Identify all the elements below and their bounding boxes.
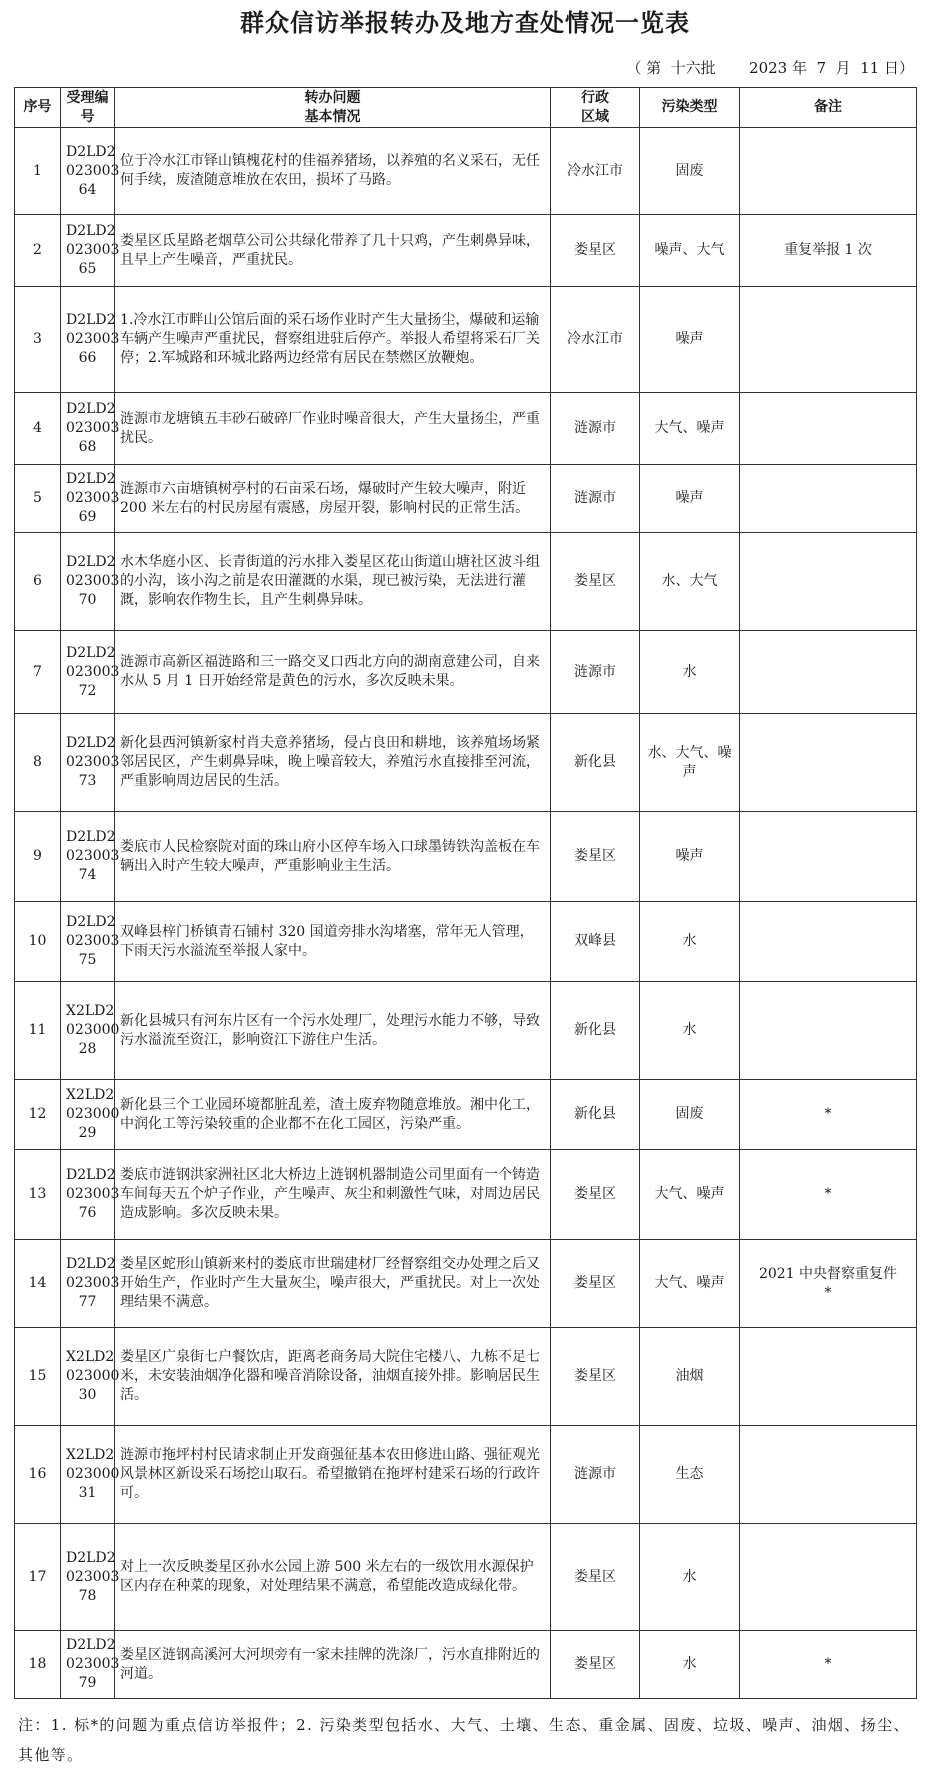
- row-description: 娄底市涟钢洪家洲社区北大桥边上涟钢机器制造公司里面有一个铸造车间每天五个炉子作业，产生噪声、灰尘和刺激性气味，对周边居民造成影响。多次反映未果。: [115, 1150, 551, 1240]
- row-region: 娄星区: [551, 1240, 640, 1328]
- row-index: 5: [15, 465, 61, 533]
- row-case-id: D2LD2 023003 74: [61, 812, 115, 902]
- row-remark: 2021 中央督察重复件 *: [740, 1240, 917, 1328]
- row-description: 娄星区涟钢高溪河大河坝旁有一家未挂牌的洗涤厂，污水直排附近的河道。: [115, 1631, 551, 1699]
- row-description: 娄星区广泉街七户餐饮店，距离老商务局大院住宅楼八、九栋不足七米，未安装油烟净化器和噪音消除设备，油烟直接外排。影响居民生活。: [115, 1328, 551, 1426]
- row-case-id: D2LD2 023003 70: [61, 533, 115, 631]
- row-case-id: D2LD2 023003 66: [61, 287, 115, 393]
- row-case-id: X2LD2 023000 29: [61, 1080, 115, 1150]
- row-description: 新化县西河镇新家村肖夫意养猪场，侵占良田和耕地，该养殖场场紧邻居民区，产生刺鼻异味，晚上噪音较大，养殖污水直接排至河流，严重影响周边居民的生活。: [115, 714, 551, 812]
- row-pollution-type: 固废: [640, 128, 740, 215]
- row-description: 涟源市高新区福涟路和三一路交叉口西北方向的湖南意建公司，自来水从 5 月 1 日开始经常是黄色的污水，多次反映未果。: [115, 631, 551, 714]
- row-case-id: D2LD2 023003 79: [61, 1631, 115, 1699]
- row-remark: [740, 393, 917, 465]
- row-region: 涟源市: [551, 631, 640, 714]
- row-region: 娄星区: [551, 1328, 640, 1426]
- row-region: 冷水江市: [551, 287, 640, 393]
- row-region: 娄星区: [551, 1150, 640, 1240]
- row-index: 17: [15, 1524, 61, 1631]
- row-pollution-type: 水: [640, 631, 740, 714]
- header-index: 序号: [15, 88, 61, 128]
- table-row: [15, 128, 917, 215]
- row-remark: [740, 1524, 917, 1631]
- complaint-table: [14, 87, 917, 1699]
- row-description: 新化县三个工业园环境都脏乱差，渣土废弃物随意堆放。湘中化工，中润化工等污染较重的企业都不在化工园区，污染严重。: [115, 1080, 551, 1150]
- row-case-id: D2LD2 023003 64: [61, 128, 115, 215]
- row-remark: [740, 631, 917, 714]
- row-pollution-type: 水、大气、噪声: [640, 714, 740, 812]
- row-case-id: X2LD2 023000 28: [61, 982, 115, 1080]
- row-index: 11: [15, 982, 61, 1080]
- row-case-id: D2LD2 023003 78: [61, 1524, 115, 1631]
- row-index: 8: [15, 714, 61, 812]
- row-index: 18: [15, 1631, 61, 1699]
- row-remark: [740, 1328, 917, 1426]
- row-remark: [740, 533, 917, 631]
- table-row: [15, 902, 917, 982]
- row-description: 涟源市拖坪村村民请求制止开发商强征基本农田修进山路、强征观光风景林区新设采石场挖山取石。希望撤销在拖坪村建采石场的行政许可。: [115, 1426, 551, 1524]
- row-region: 新化县: [551, 714, 640, 812]
- row-index: 15: [15, 1328, 61, 1426]
- row-remark: [740, 1426, 917, 1524]
- table-row: [15, 631, 917, 714]
- table-row: [15, 215, 917, 287]
- row-pollution-type: 噪声: [640, 812, 740, 902]
- row-description: 娄星区氐星路老烟草公司公共绿化带养了几十只鸡，产生刺鼻异味，且早上产生噪音，严重扰民。: [115, 215, 551, 287]
- row-pollution-type: 水: [640, 982, 740, 1080]
- row-description: 娄底市人民检察院对面的珠山府小区停车场入口球墨铸铁沟盖板在车辆出入时产生较大噪声，严重影响业主生活。: [115, 812, 551, 902]
- row-case-id: X2LD2 023000 30: [61, 1328, 115, 1426]
- row-index: 10: [15, 902, 61, 982]
- row-region: 娄星区: [551, 533, 640, 631]
- row-index: 6: [15, 533, 61, 631]
- row-remark: *: [740, 1150, 917, 1240]
- row-case-id: X2LD2 023000 31: [61, 1426, 115, 1524]
- row-index: 2: [15, 215, 61, 287]
- row-description: 对上一次反映娄星区孙水公园上游 500 米左右的一级饮用水源保护区内存在种菜的现象，对处理结果不满意，希望能改造成绿化带。: [115, 1524, 551, 1631]
- row-pollution-type: 大气、噪声: [640, 393, 740, 465]
- row-description: 水木华庭小区、长青街道的污水排入娄星区花山街道山塘社区波斗组的小沟，该小沟之前是农田灌溉的水渠，现已被污染，无法进行灌溉，影响农作物生长，且产生刺鼻异味。: [115, 533, 551, 631]
- header-id: 受理编号: [61, 88, 115, 128]
- row-pollution-type: 水、大气: [640, 533, 740, 631]
- row-description: 新化县城只有河东片区有一个污水处理厂，处理污水能力不够，导致污水溢流至资江，影响资江下游住户生活。: [115, 982, 551, 1080]
- table-row: [15, 1328, 917, 1426]
- row-region: 娄星区: [551, 215, 640, 287]
- row-pollution-type: 油烟: [640, 1328, 740, 1426]
- row-remark: [740, 465, 917, 533]
- row-remark: [740, 128, 917, 215]
- row-index: 14: [15, 1240, 61, 1328]
- row-region: 娄星区: [551, 1524, 640, 1631]
- table-row: [15, 1524, 917, 1631]
- row-description: 位于冷水江市铎山镇槐花村的佳福养猪场，以养殖的名义采石，无任何手续，废渣随意堆放在农田，损坏了马路。: [115, 128, 551, 215]
- footnote: 注：1. 标*的问题为重点信访举报件；2. 污染类型包括水、大气、土壤、生态、重金属、固废、垃圾、噪声、油烟、扬尘、其他等。: [18, 1716, 910, 1764]
- row-pollution-type: 噪声、大气: [640, 215, 740, 287]
- batch-date-subtitle: （ 第 十六批 2023 年 7 月 11 日）: [626, 59, 914, 77]
- row-pollution-type: 水: [640, 1631, 740, 1699]
- table-row: [15, 465, 917, 533]
- row-case-id: D2LD2 023003 68: [61, 393, 115, 465]
- row-region: 新化县: [551, 1080, 640, 1150]
- row-region: 涟源市: [551, 393, 640, 465]
- row-pollution-type: 水: [640, 902, 740, 982]
- table-row: [15, 287, 917, 393]
- table-row: [15, 714, 917, 812]
- table-row: [15, 1150, 917, 1240]
- row-description: 双峰县梓门桥镇青石铺村 320 国道旁排水沟堵塞，常年无人管理，下雨天污水溢流至举报人家中。: [115, 902, 551, 982]
- header-description: 转办问题 基本情况: [115, 88, 551, 128]
- table-header-row: [15, 88, 917, 128]
- row-pollution-type: 固废: [640, 1080, 740, 1150]
- header-region: 行政 区域: [551, 88, 640, 128]
- row-region: 娄星区: [551, 1631, 640, 1699]
- page-title: 群众信访举报转办及地方查处情况一览表: [240, 9, 690, 37]
- row-case-id: D2LD2 023003 72: [61, 631, 115, 714]
- table-row: [15, 982, 917, 1080]
- table-row: [15, 393, 917, 465]
- row-pollution-type: 噪声: [640, 287, 740, 393]
- row-index: 13: [15, 1150, 61, 1240]
- row-region: 涟源市: [551, 1426, 640, 1524]
- row-case-id: D2LD2 023003 76: [61, 1150, 115, 1240]
- table-row: [15, 812, 917, 902]
- row-description: 涟源市六亩塘镇树亭村的石亩采石场，爆破时产生较大噪声，附近 200 米左右的村民房屋有震感，房屋开裂，影响村民的正常生活。: [115, 465, 551, 533]
- row-description: 涟源市龙塘镇五丰砂石破碎厂作业时噪音很大，产生大量扬尘，严重扰民。: [115, 393, 551, 465]
- row-region: 冷水江市: [551, 128, 640, 215]
- row-index: 1: [15, 128, 61, 215]
- header-pollution-type: 污染类型: [640, 88, 740, 128]
- row-remark: [740, 812, 917, 902]
- row-description: 娄星区蛇形山镇新来村的娄底市世瑞建材厂经督察组交办处理之后又开始生产，作业时产生大量灰尘，噪声很大，严重扰民。对上一次处理结果不满意。: [115, 1240, 551, 1328]
- row-remark: [740, 287, 917, 393]
- row-index: 3: [15, 287, 61, 393]
- table-row: [15, 533, 917, 631]
- row-case-id: D2LD2 023003 75: [61, 902, 115, 982]
- table-row: [15, 1240, 917, 1328]
- table-row: [15, 1631, 917, 1699]
- row-index: 9: [15, 812, 61, 902]
- header-remark: 备注: [740, 88, 917, 128]
- row-case-id: D2LD2 023003 69: [61, 465, 115, 533]
- row-index: 12: [15, 1080, 61, 1150]
- row-remark: 重复举报 1 次: [740, 215, 917, 287]
- row-remark: [740, 982, 917, 1080]
- row-pollution-type: 生态: [640, 1426, 740, 1524]
- table-row: [15, 1426, 917, 1524]
- row-index: 7: [15, 631, 61, 714]
- row-case-id: D2LD2 023003 73: [61, 714, 115, 812]
- row-remark: *: [740, 1080, 917, 1150]
- row-pollution-type: 大气、噪声: [640, 1240, 740, 1328]
- row-region: 双峰县: [551, 902, 640, 982]
- row-index: 4: [15, 393, 61, 465]
- row-region: 涟源市: [551, 465, 640, 533]
- row-remark: *: [740, 1631, 917, 1699]
- row-remark: [740, 902, 917, 982]
- row-region: 新化县: [551, 982, 640, 1080]
- row-case-id: D2LD2 023003 77: [61, 1240, 115, 1328]
- row-pollution-type: 大气、噪声: [640, 1150, 740, 1240]
- row-description: 1.冷水江市畔山公馆后面的采石场作业时产生大量扬尘，爆破和运输车辆产生噪声严重扰民，督察组进驻后停产。举报人希望将采石厂关停；2.军城路和环城北路两边经常有居民在禁燃区放鞭炮。: [115, 287, 551, 393]
- row-region: 娄星区: [551, 812, 640, 902]
- table-row: [15, 1080, 917, 1150]
- row-pollution-type: 水: [640, 1524, 740, 1631]
- row-pollution-type: 噪声: [640, 465, 740, 533]
- row-index: 16: [15, 1426, 61, 1524]
- row-case-id: D2LD2 023003 65: [61, 215, 115, 287]
- row-remark: [740, 714, 917, 812]
